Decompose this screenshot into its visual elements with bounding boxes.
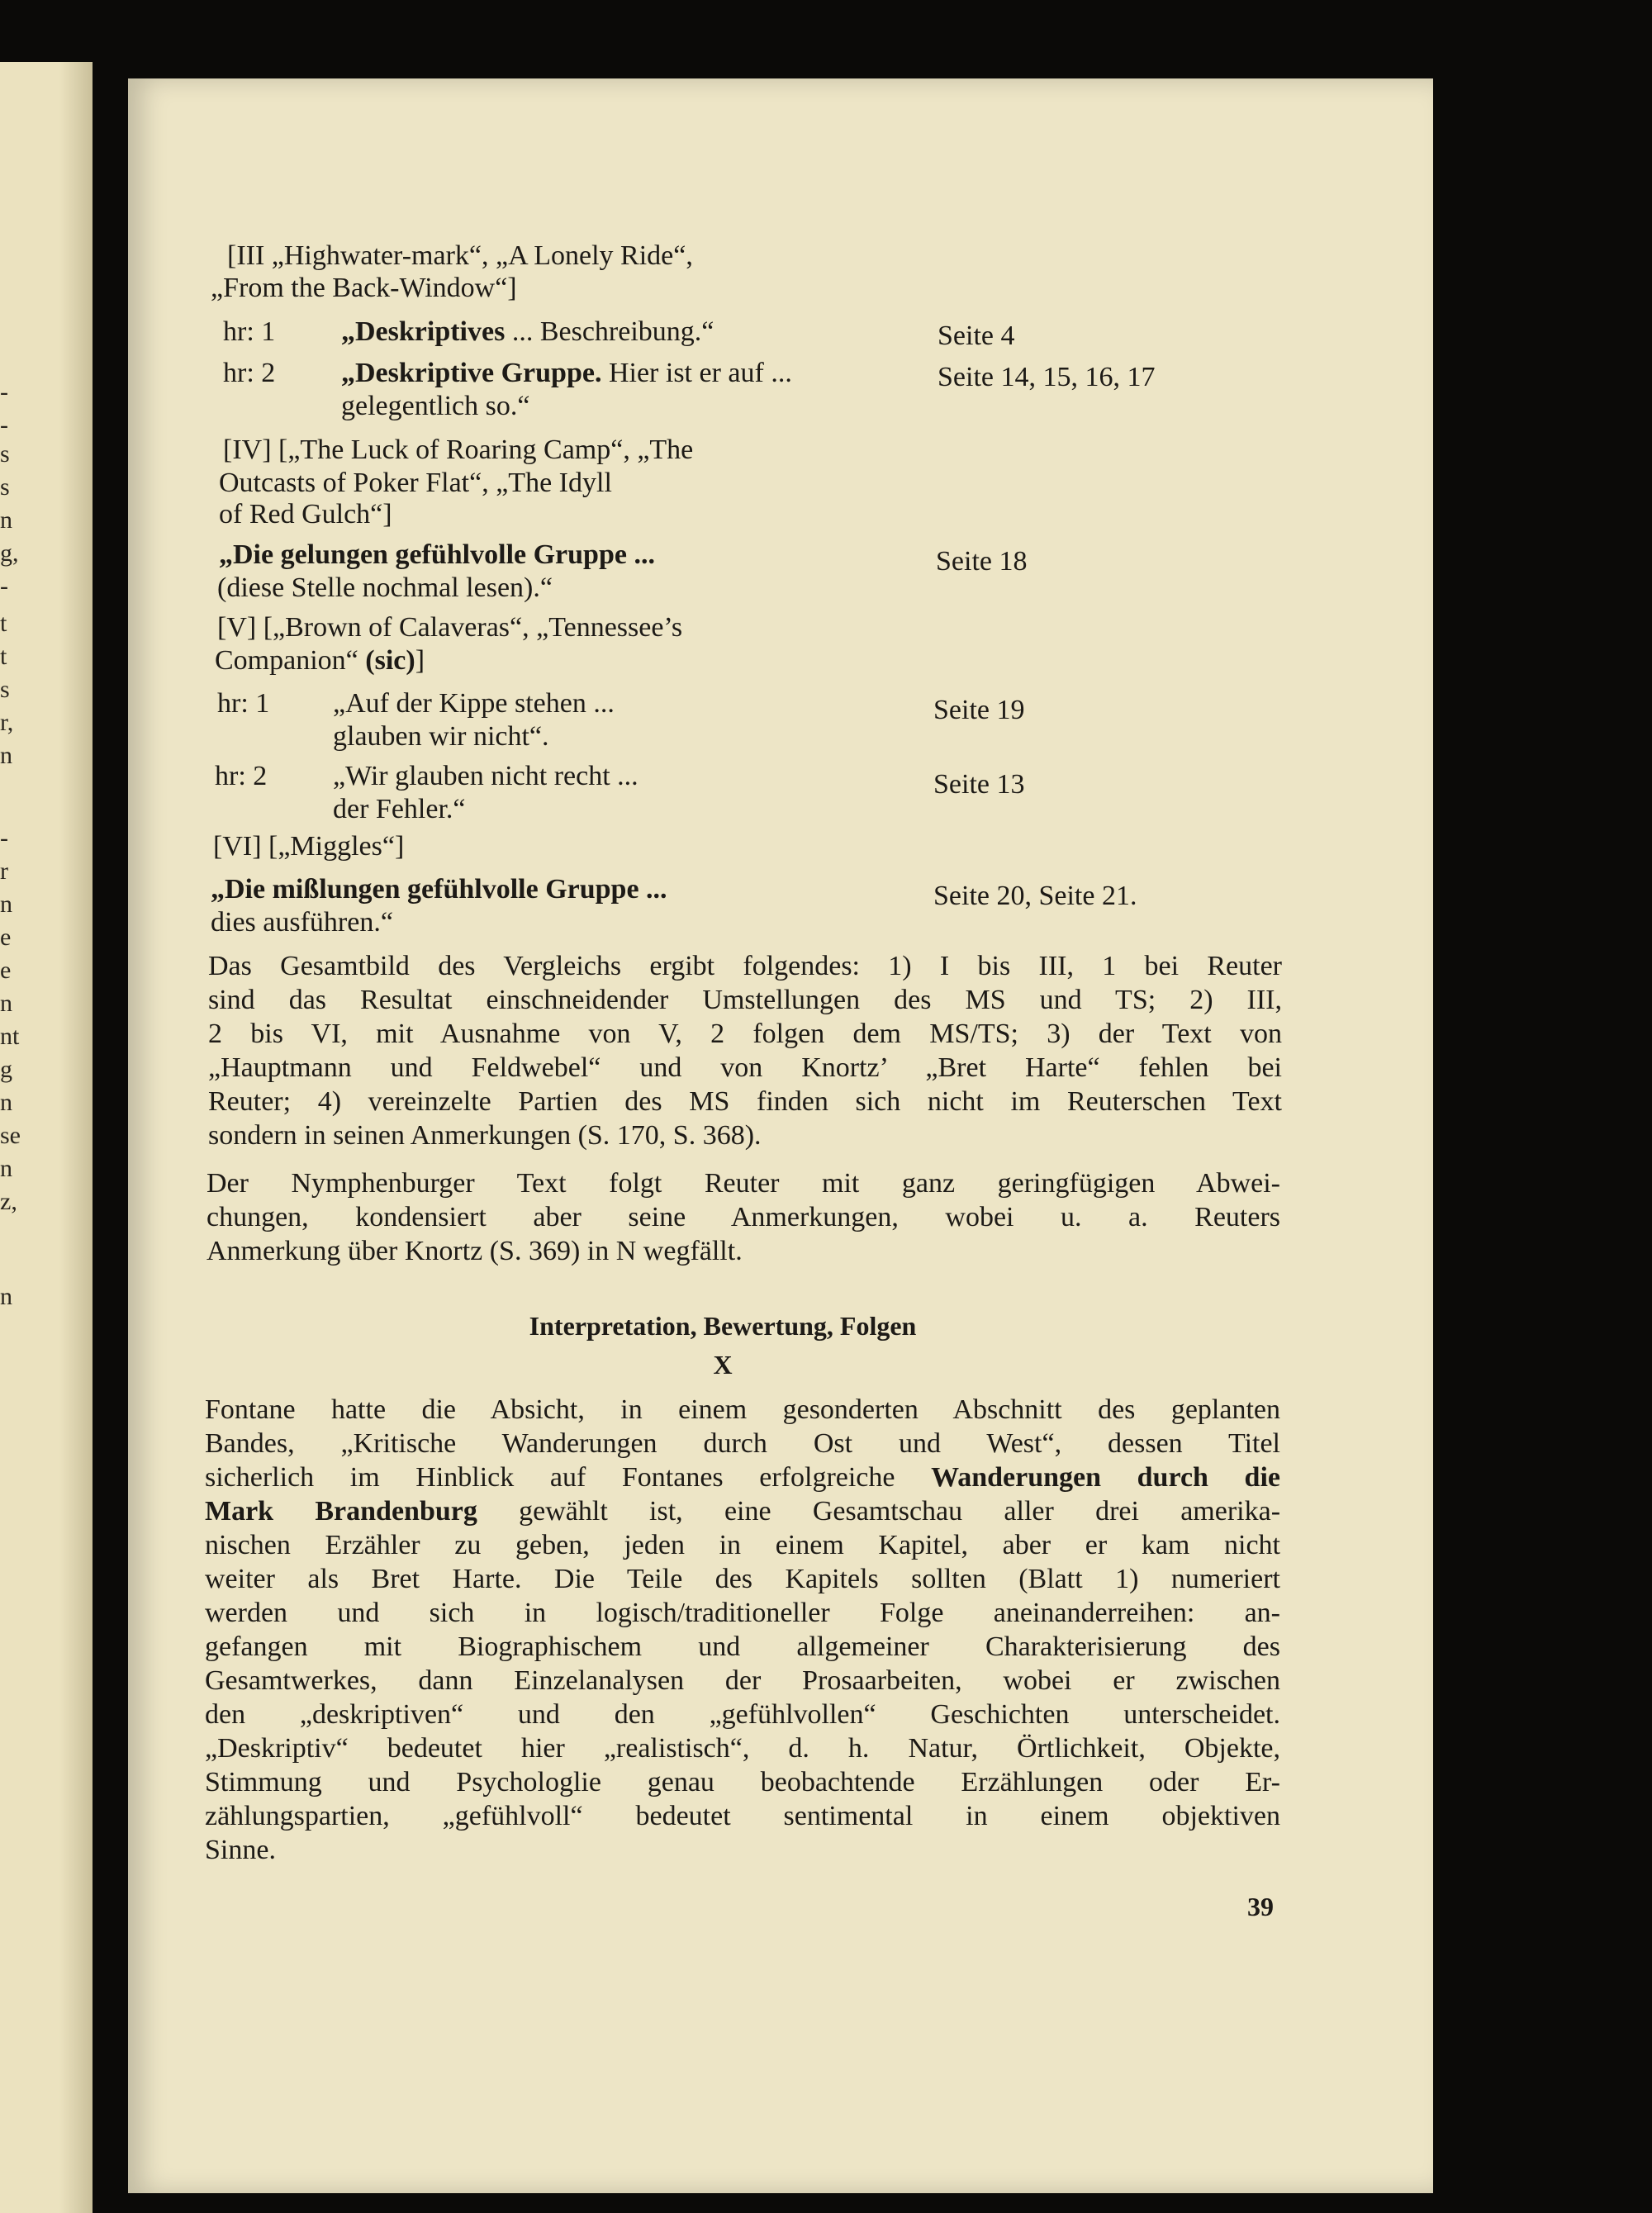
section-iv-heading-cont: Outcasts of Poker Flat“, „The Idyll <box>219 468 612 498</box>
facing-page-fragment: n <box>0 1283 12 1310</box>
entry-text-rest: Hier ist er auf ... <box>608 358 792 388</box>
facing-page-fragment: n <box>0 890 12 918</box>
entry-page-ref: Seite 19 <box>933 695 1025 725</box>
entry-text-bold: „Die mißlungen gefühlvolle Gruppe ... <box>211 874 667 905</box>
entry-text: „Auf der Kippe stehen ... <box>333 688 615 719</box>
entry-page-ref: Seite 4 <box>938 321 1015 351</box>
section-iv-heading-cont: of Red Gulch“] <box>219 499 392 530</box>
entry-page-ref: Seite 18 <box>936 546 1028 577</box>
paragraph-line: 2 bis VI, mit Ausnahme von V, 2 folgen dem MS/TS; 3) der Text von <box>208 1019 1282 1049</box>
paragraph-line: gefangen mit Biographischem und allgemeiner Charakterisierung des <box>205 1631 1280 1662</box>
paragraph-line: Reuter; 4) vereinzelte Partien des MS finden sich nicht im Reuterschen Text <box>208 1086 1282 1117</box>
paragraph-line: Stimmung und Psychologlie genau beobachtende Erzählungen oder Er- <box>205 1767 1280 1797</box>
section-iv-heading: [IV] [„The Luck of Roaring Camp“, „The <box>223 435 694 465</box>
facing-page-fragment: s <box>0 676 10 703</box>
paragraph-line: zählungspartien, „gefühlvoll“ bedeutet sentimental in einem objektiven <box>205 1801 1280 1831</box>
paragraph-line: weiter als Bret Harte. Die Teile des Kapitels sollten (Blatt 1) numeriert <box>205 1564 1280 1594</box>
paragraph-line <box>205 1461 1280 1494</box>
facing-page-fragment: g, <box>0 539 19 567</box>
entry-text-cont: dies ausführen.“ <box>211 907 393 938</box>
facing-page-fragment: - <box>0 572 8 600</box>
facing-page-fragment: - <box>0 378 8 406</box>
entry-label: hr: 2 <box>223 358 276 388</box>
section-v-heading-cont <box>215 644 425 677</box>
facing-page-fragment: - <box>0 411 8 439</box>
facing-page-fragment: e <box>0 957 12 984</box>
paragraph-line: Fontane hatte die Absicht, in einem gesonderten Abschnitt des geplanten <box>205 1394 1280 1425</box>
entry-page-ref: Seite 14, 15, 16, 17 <box>938 362 1156 392</box>
section-iii-heading: [III „Highwater-mark“, „A Lonely Ride“, <box>227 240 693 271</box>
entry-text <box>341 357 792 390</box>
entry-text: „Wir glauben nicht recht ... <box>333 761 638 791</box>
entry-text <box>341 316 714 349</box>
chapter-number: X <box>713 1350 733 1380</box>
facing-page-fragment: n <box>0 742 12 769</box>
entry-label: hr: 1 <box>217 688 270 719</box>
facing-page-fragment: - <box>0 824 8 852</box>
paragraph-text: gewählt ist, eine Gesamtschau aller drei amerika- <box>519 1496 1281 1527</box>
facing-page-fragment: z, <box>0 1188 17 1215</box>
section-iii-heading-cont: „From the Back-Window“] <box>211 273 517 303</box>
paragraph-line: „Deskriptiv“ bedeutet hier „realistisch“, d. h. Natur, Örtlichkeit, Objekte, <box>205 1733 1280 1764</box>
chapter-heading: Interpretation, Bewertung, Folgen <box>529 1311 917 1341</box>
facing-page-fragment: n <box>0 506 12 534</box>
paragraph-line: Bandes, „Kritische Wanderungen durch Ost und West“, dessen Titel <box>205 1428 1280 1459</box>
facing-page-fragment: e <box>0 924 12 951</box>
paragraph-line: „Hauptmann und Feldwebel“ und von Knortz’ „Bret Harte“ fehlen bei <box>208 1052 1282 1083</box>
paragraph-line: Das Gesamtbild des Vergleichs ergibt folgendes: 1) I bis III, 1 bei Reuter <box>208 951 1282 981</box>
paragraph-text: sicherlich im Hinblick auf Fontanes erfolgreiche <box>205 1462 895 1493</box>
facing-page-fragment: n <box>0 1089 12 1116</box>
paragraph-line <box>205 1495 1280 1528</box>
entry-label: hr: 2 <box>215 761 268 791</box>
entry-text-bold: „Die gelungen gefühlvolle Gruppe ... <box>219 539 655 570</box>
entry-text-bold: „Deskriptive Gruppe. <box>341 358 602 388</box>
facing-page-fragment: g <box>0 1056 12 1083</box>
paragraph-line: chungen, kondensiert aber seine Anmerkungen, wobei u. a. Reuters <box>206 1202 1280 1232</box>
heading-text: Companion“ <box>215 645 358 676</box>
paragraph-line: nischen Erzähler zu geben, jeden in einem Kapitel, aber er kam nicht <box>205 1530 1280 1560</box>
entry-text-rest: ... Beschreibung.“ <box>511 316 714 347</box>
paragraph-line: werden und sich in logisch/traditioneller Folge aneinanderreihen: an- <box>205 1598 1280 1628</box>
paragraph-line: Sinne. <box>205 1835 276 1865</box>
entry-text-cont: der Fehler.“ <box>333 794 466 824</box>
facing-page-fragment: nt <box>0 1023 20 1050</box>
heading-close: ] <box>415 645 425 676</box>
facing-page-fragment: s <box>0 473 10 501</box>
facing-page-fragment: r, <box>0 709 14 736</box>
facing-page-fragment: n <box>0 1155 12 1182</box>
book-page <box>128 78 1433 2193</box>
facing-page-edge <box>0 62 93 2213</box>
paragraph-line: Anmerkung über Knortz (S. 369) in N wegfällt. <box>206 1236 743 1266</box>
paragraph-line: sondern in seinen Anmerkungen (S. 170, S. 368). <box>208 1120 762 1151</box>
paragraph-line: sind das Resultat einschneidender Umstellungen des MS und TS; 2) III, <box>208 985 1282 1015</box>
entry-text-cont: gelegentlich so.“ <box>341 391 530 421</box>
paragraph-line: Der Nymphenburger Text folgt Reuter mit ganz geringfügigen Abwei- <box>206 1168 1280 1199</box>
entry-page-ref: Seite 20, Seite 21. <box>933 881 1137 911</box>
paragraph-line: Gesamtwerkes, dann Einzelanalysen der Prosaarbeiten, wobei er zwischen <box>205 1665 1280 1696</box>
facing-page-fragment: t <box>0 610 7 637</box>
page-fold-shadow <box>59 62 93 2213</box>
book-title-bold: Mark Brandenburg <box>205 1496 477 1527</box>
facing-page-fragment: se <box>0 1122 21 1149</box>
sic-note: (sic) <box>365 645 415 676</box>
paragraph-line: den „deskriptiven“ und den „gefühlvollen“ Geschichten unterscheidet. <box>205 1699 1280 1730</box>
entry-label: hr: 1 <box>223 316 276 347</box>
entry-text-bold: „Deskriptives <box>341 316 506 347</box>
page-number: 39 <box>1247 1892 1274 1921</box>
facing-page-fragment: n <box>0 990 12 1017</box>
facing-page-fragment: t <box>0 643 7 670</box>
section-v-heading: [V] [„Brown of Calaveras“, „Tennessee’s <box>217 612 683 643</box>
section-vi-heading: [VI] [„Miggles“] <box>213 831 405 862</box>
facing-page-fragment: s <box>0 440 10 468</box>
facing-page-fragment: r <box>0 857 8 885</box>
book-title-bold: Wanderungen durch die <box>931 1462 1280 1493</box>
entry-text-cont: glauben wir nicht“. <box>333 721 549 752</box>
entry-text-cont: (diese Stelle nochmal lesen).“ <box>217 572 553 603</box>
entry-page-ref: Seite 13 <box>933 769 1025 800</box>
